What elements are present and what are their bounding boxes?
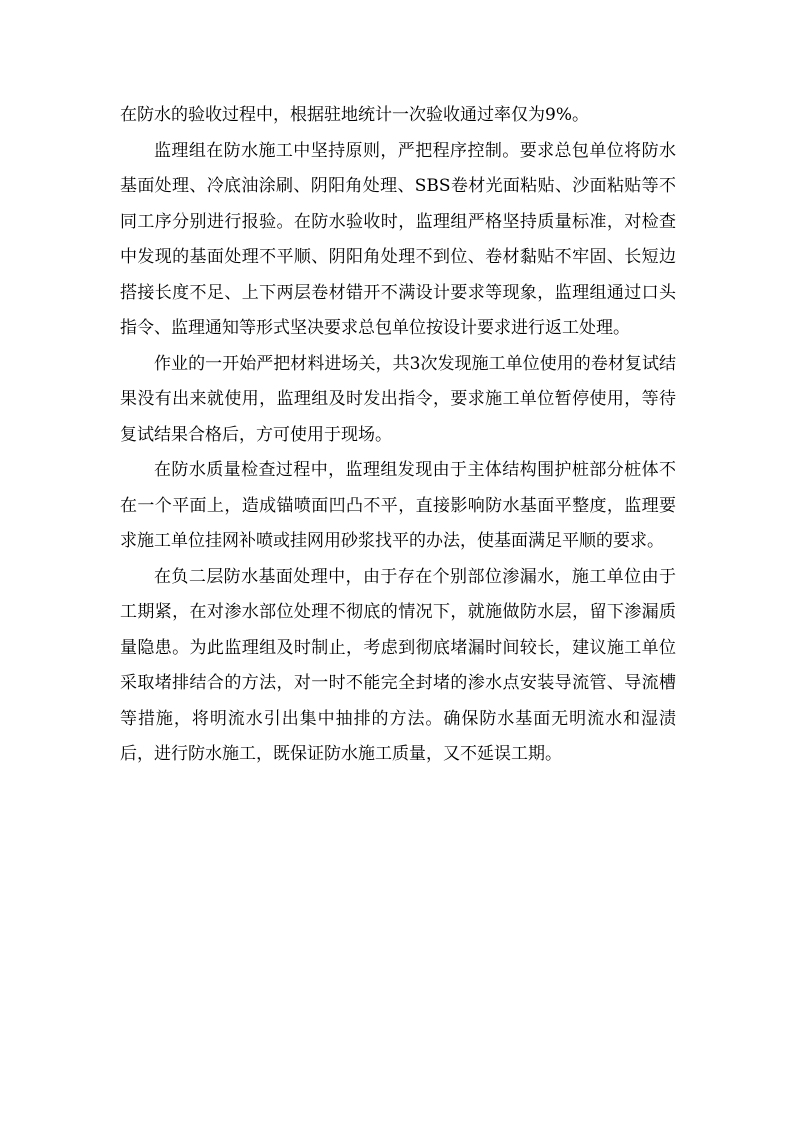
paragraph-material-entry: 作业的一开始严把材料进场关，共3次发现施工单位使用的卷材复试结果没有出来就使用，监理组及时发出指令，要求施工单位暂停使用，等待复试结果合格后，方可使用于现场。 xyxy=(120,353,676,445)
paragraph-procedure-control: 监理组在防水施工中坚持原则，严把程序控制。要求总包单位将防水基面处理、冷底油涂刷、阴阳角处理、SBS卷材光面粘贴、沙面粘贴等不同工序分别进行报验。在防水验收时，监理组严格坚持质量标准，对检查中发现的基面处理不平顺、阴阳角处理不到位、卷材黏贴不牢固、长短边搭接长度不足、上下两层卷材错开不满设计要求等现象，监理组通过口头指令、监理通知等形式坚决要求总包单位按设计要求进行返工处理。 xyxy=(120,140,676,338)
paragraph-acceptance-rate: 在防水的验收过程中，根据驻地统计一次验收通过率仅为9%。 xyxy=(120,105,589,125)
document-body xyxy=(120,98,676,773)
paragraph-leakage-treatment: 在负二层防水基面处理中，由于存在个别部位渗漏水，施工单位由于工期紧，在对渗水部位处理不彻底的情况下，就施做防水层，留下渗漏质量隐患。为此监理组及时制止，考虑到彻底堵漏时间较长，建议施工单位采取堵排结合的方法，对一时不能完全封堵的渗水点安装导流管、导流槽等措施，将明流水引出集中抽排的方法。确保防水基面无明流水和湿渍后，进行防水施工，既保证防水施工质量，又不延误工期。 xyxy=(120,566,676,764)
paragraph-quality-inspection: 在防水质量检查过程中，监理组发现由于主体结构围护桩部分桩体不在一个平面上，造成锚喷面凹凸不平，直接影响防水基面平整度，监理要求施工单位挂网补喷或挂网用砂浆找平的办法，使基面满足平顺的要求。 xyxy=(120,460,676,551)
